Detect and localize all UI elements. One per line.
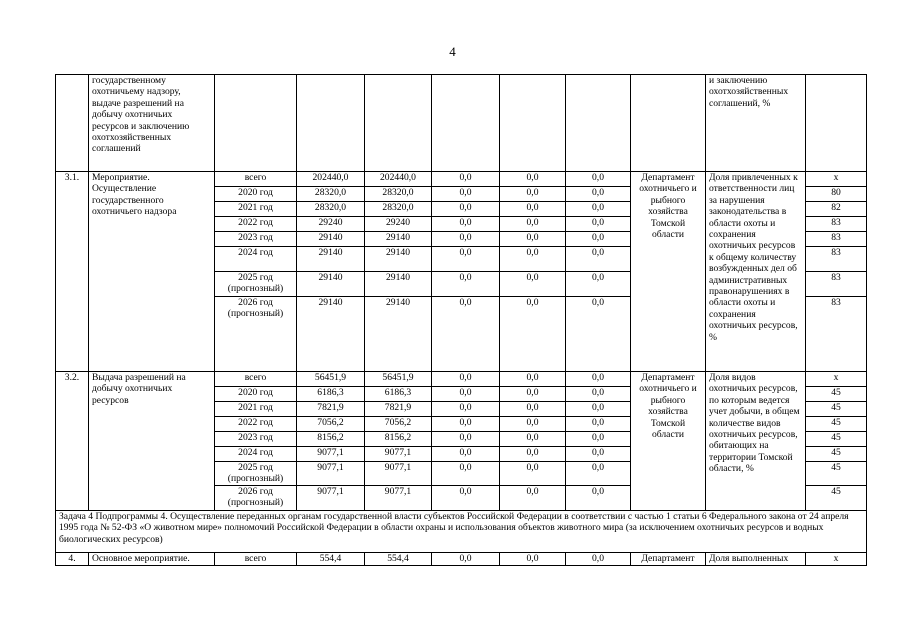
value-cell: 0,0 — [500, 462, 566, 486]
indicator-value-cell: 45 — [806, 417, 867, 432]
indicator-value-cell: 45 — [806, 447, 867, 462]
period-cell: 2020 год — [215, 387, 297, 402]
measure-number: 3.2. — [56, 372, 89, 511]
federal-cell: 202440,0 — [365, 172, 432, 187]
value-cell: 0,0 — [566, 372, 631, 387]
indicator-value-cell: x — [806, 172, 867, 187]
indicator-value-cell: 83 — [806, 232, 867, 247]
cell-empty — [297, 75, 365, 172]
total-cell: 56451,9 — [297, 372, 365, 387]
period-cell: 2026 год (прогнозный) — [215, 485, 297, 510]
total-cell: 9077,1 — [297, 462, 365, 486]
total-cell: 7056,2 — [297, 417, 365, 432]
table-row-continued — [56, 75, 867, 172]
task-row — [56, 510, 867, 552]
total-cell: 6186,3 — [297, 387, 365, 402]
total-cell: 28320,0 — [297, 202, 365, 217]
period-cell: 2022 год — [215, 417, 297, 432]
federal-cell: 29240 — [365, 217, 432, 232]
measure-name: Выдача разрешений на добычу охотничьих ресурсов — [89, 372, 215, 511]
value-cell: 0,0 — [500, 417, 566, 432]
value-cell: 0,0 — [432, 297, 500, 372]
value-cell: 0,0 — [500, 247, 566, 272]
indicator-value-cell: x — [806, 372, 867, 387]
value-cell: 0,0 — [432, 172, 500, 187]
value-cell: 0,0 — [566, 187, 631, 202]
total-cell: 9077,1 — [297, 447, 365, 462]
value-cell: 0,0 — [432, 485, 500, 510]
period-cell: 2021 год — [215, 402, 297, 417]
indicator-value-cell: 45 — [806, 462, 867, 486]
cell-num — [56, 75, 89, 172]
value-cell: 0,0 — [432, 552, 500, 565]
cell-empty — [806, 75, 867, 172]
value-cell: 0,0 — [432, 432, 500, 447]
period-cell: 2024 год — [215, 247, 297, 272]
value-cell: 0,0 — [432, 247, 500, 272]
cell-empty — [365, 75, 432, 172]
value-cell: 0,0 — [566, 402, 631, 417]
period-cell: 2022 год — [215, 217, 297, 232]
indicator-value-cell: 82 — [806, 202, 867, 217]
value-cell: 0,0 — [566, 552, 631, 565]
cell-empty — [631, 75, 706, 172]
value-cell: 0,0 — [566, 247, 631, 272]
value-cell: 0,0 — [432, 272, 500, 297]
value-cell: 0,0 — [432, 417, 500, 432]
table-row — [56, 552, 867, 565]
period-cell: всего — [215, 552, 297, 565]
value-cell: 0,0 — [566, 447, 631, 462]
measures-table — [55, 74, 867, 566]
indicator-value-cell: 45 — [806, 402, 867, 417]
cell-empty — [500, 75, 566, 172]
period-cell: 2023 год — [215, 232, 297, 247]
value-cell: 0,0 — [566, 172, 631, 187]
total-cell: 28320,0 — [297, 187, 365, 202]
value-cell: 0,0 — [500, 387, 566, 402]
value-cell: 0,0 — [500, 187, 566, 202]
indicator-value-cell: 45 — [806, 387, 867, 402]
federal-cell: 6186,3 — [365, 387, 432, 402]
period-cell: 2023 год — [215, 432, 297, 447]
value-cell: 0,0 — [566, 202, 631, 217]
federal-cell: 9077,1 — [365, 462, 432, 486]
value-cell: 0,0 — [500, 432, 566, 447]
indicator-value-cell: 45 — [806, 485, 867, 510]
measure-name: Основное мероприятие. — [89, 552, 215, 565]
federal-cell: 29140 — [365, 247, 432, 272]
cell-empty — [432, 75, 500, 172]
total-cell: 29140 — [297, 232, 365, 247]
total-cell: 29140 — [297, 272, 365, 297]
period-cell: всего — [215, 372, 297, 387]
federal-cell: 7056,2 — [365, 417, 432, 432]
value-cell: 0,0 — [566, 272, 631, 297]
total-cell: 8156,2 — [297, 432, 365, 447]
federal-cell: 8156,2 — [365, 432, 432, 447]
indicator-value-cell: 45 — [806, 432, 867, 447]
measure-name: Мероприятие. Осуществление государственного охотничьего надзора — [89, 172, 215, 372]
value-cell: 0,0 — [500, 372, 566, 387]
indicator-value-cell: 83 — [806, 217, 867, 232]
period-cell: всего — [215, 172, 297, 187]
value-cell: 0,0 — [432, 187, 500, 202]
value-cell: 0,0 — [566, 417, 631, 432]
value-cell: 0,0 — [432, 447, 500, 462]
federal-cell: 7821,9 — [365, 402, 432, 417]
value-cell: 0,0 — [500, 172, 566, 187]
value-cell: 0,0 — [566, 485, 631, 510]
value-cell: 0,0 — [566, 432, 631, 447]
indicator-value-cell: 83 — [806, 297, 867, 372]
federal-cell: 28320,0 — [365, 202, 432, 217]
federal-cell: 29140 — [365, 232, 432, 247]
federal-cell: 29140 — [365, 272, 432, 297]
federal-cell: 29140 — [365, 297, 432, 372]
measure-number: 4. — [56, 552, 89, 565]
period-cell: 2024 год — [215, 447, 297, 462]
total-cell: 9077,1 — [297, 485, 365, 510]
value-cell: 0,0 — [432, 462, 500, 486]
total-cell: 554,4 — [297, 552, 365, 565]
executor-cell: Департамент охотничьего и рыбного хозяйства Томской области — [631, 172, 706, 372]
table-row — [56, 372, 867, 387]
period-cell: 2020 год — [215, 187, 297, 202]
value-cell: 0,0 — [500, 447, 566, 462]
value-cell: 0,0 — [500, 202, 566, 217]
value-cell: 0,0 — [500, 217, 566, 232]
indicator-cell: Доля привлеченных к ответственности лиц за нарушения законодательства в области охоты и сохранения охотничьих ресурсов к общему количеству возбужденных дел об административных правонарушениях в области охоты и сохранения охотничьих ресурсов, % — [706, 172, 806, 372]
federal-cell: 28320,0 — [365, 187, 432, 202]
federal-cell: 554,4 — [365, 552, 432, 565]
indicator-cell: Доля видов охотничьих ресурсов, по которым ведется учет добычи, в общем количестве видов охотничьих ресурсов, обитающих на территории Томской области, % — [706, 372, 806, 511]
total-cell: 29140 — [297, 297, 365, 372]
period-cell: 2026 год (прогнозный) — [215, 297, 297, 372]
indicator-cell: Доля выполненных — [706, 552, 806, 565]
total-cell: 29240 — [297, 217, 365, 232]
period-cell: 2025 год (прогнозный) — [215, 462, 297, 486]
executor-cell: Департамент — [631, 552, 706, 565]
cell-empty — [566, 75, 631, 172]
continued-measure-name: государственному охотничьему надзору, выдаче разрешений на добычу охотничьих ресурсов и заключению охотхозяйственных соглашений — [89, 75, 215, 172]
value-cell: 0,0 — [500, 272, 566, 297]
federal-cell: 9077,1 — [365, 447, 432, 462]
indicator-value-cell: 80 — [806, 187, 867, 202]
value-cell: 0,0 — [500, 402, 566, 417]
total-cell: 202440,0 — [297, 172, 365, 187]
indicator-value-cell: x — [806, 552, 867, 565]
page-number: 4 — [449, 44, 456, 59]
total-cell: 29140 — [297, 247, 365, 272]
period-cell: 2025 год (прогнозный) — [215, 272, 297, 297]
value-cell: 0,0 — [500, 297, 566, 372]
value-cell: 0,0 — [500, 552, 566, 565]
federal-cell: 9077,1 — [365, 485, 432, 510]
value-cell: 0,0 — [432, 372, 500, 387]
table-row — [56, 172, 867, 187]
value-cell: 0,0 — [566, 387, 631, 402]
value-cell: 0,0 — [500, 232, 566, 247]
period-cell: 2021 год — [215, 202, 297, 217]
value-cell: 0,0 — [432, 402, 500, 417]
table-body — [56, 75, 867, 566]
task-description: Задача 4 Подпрограммы 4. Осуществление переданных органам государственной власти субъектов Российской Федерации в соответствии с частью 1 статьи 6 Федерального закона от 24 апреля 1995 года № 52-ФЗ «О животном мире» полномочий Российской Федерации в области охраны и использования объектов животного мира (за исключением охотничьих ресурсов и водных биологических ресурсов) — [56, 510, 867, 552]
executor-cell: Департамент охотничьего и рыбного хозяйства Томской области — [631, 372, 706, 511]
value-cell: 0,0 — [500, 485, 566, 510]
measure-number: 3.1. — [56, 172, 89, 372]
value-cell: 0,0 — [432, 202, 500, 217]
indicator-value-cell: 83 — [806, 247, 867, 272]
value-cell: 0,0 — [566, 217, 631, 232]
cell-empty — [215, 75, 297, 172]
continued-indicator: и заключению охотхозяйственных соглашений, % — [706, 75, 806, 172]
value-cell: 0,0 — [566, 232, 631, 247]
value-cell: 0,0 — [432, 232, 500, 247]
value-cell: 0,0 — [566, 297, 631, 372]
indicator-value-cell: 83 — [806, 272, 867, 297]
value-cell: 0,0 — [432, 217, 500, 232]
federal-cell: 56451,9 — [365, 372, 432, 387]
value-cell: 0,0 — [566, 462, 631, 486]
value-cell: 0,0 — [432, 387, 500, 402]
total-cell: 7821,9 — [297, 402, 365, 417]
